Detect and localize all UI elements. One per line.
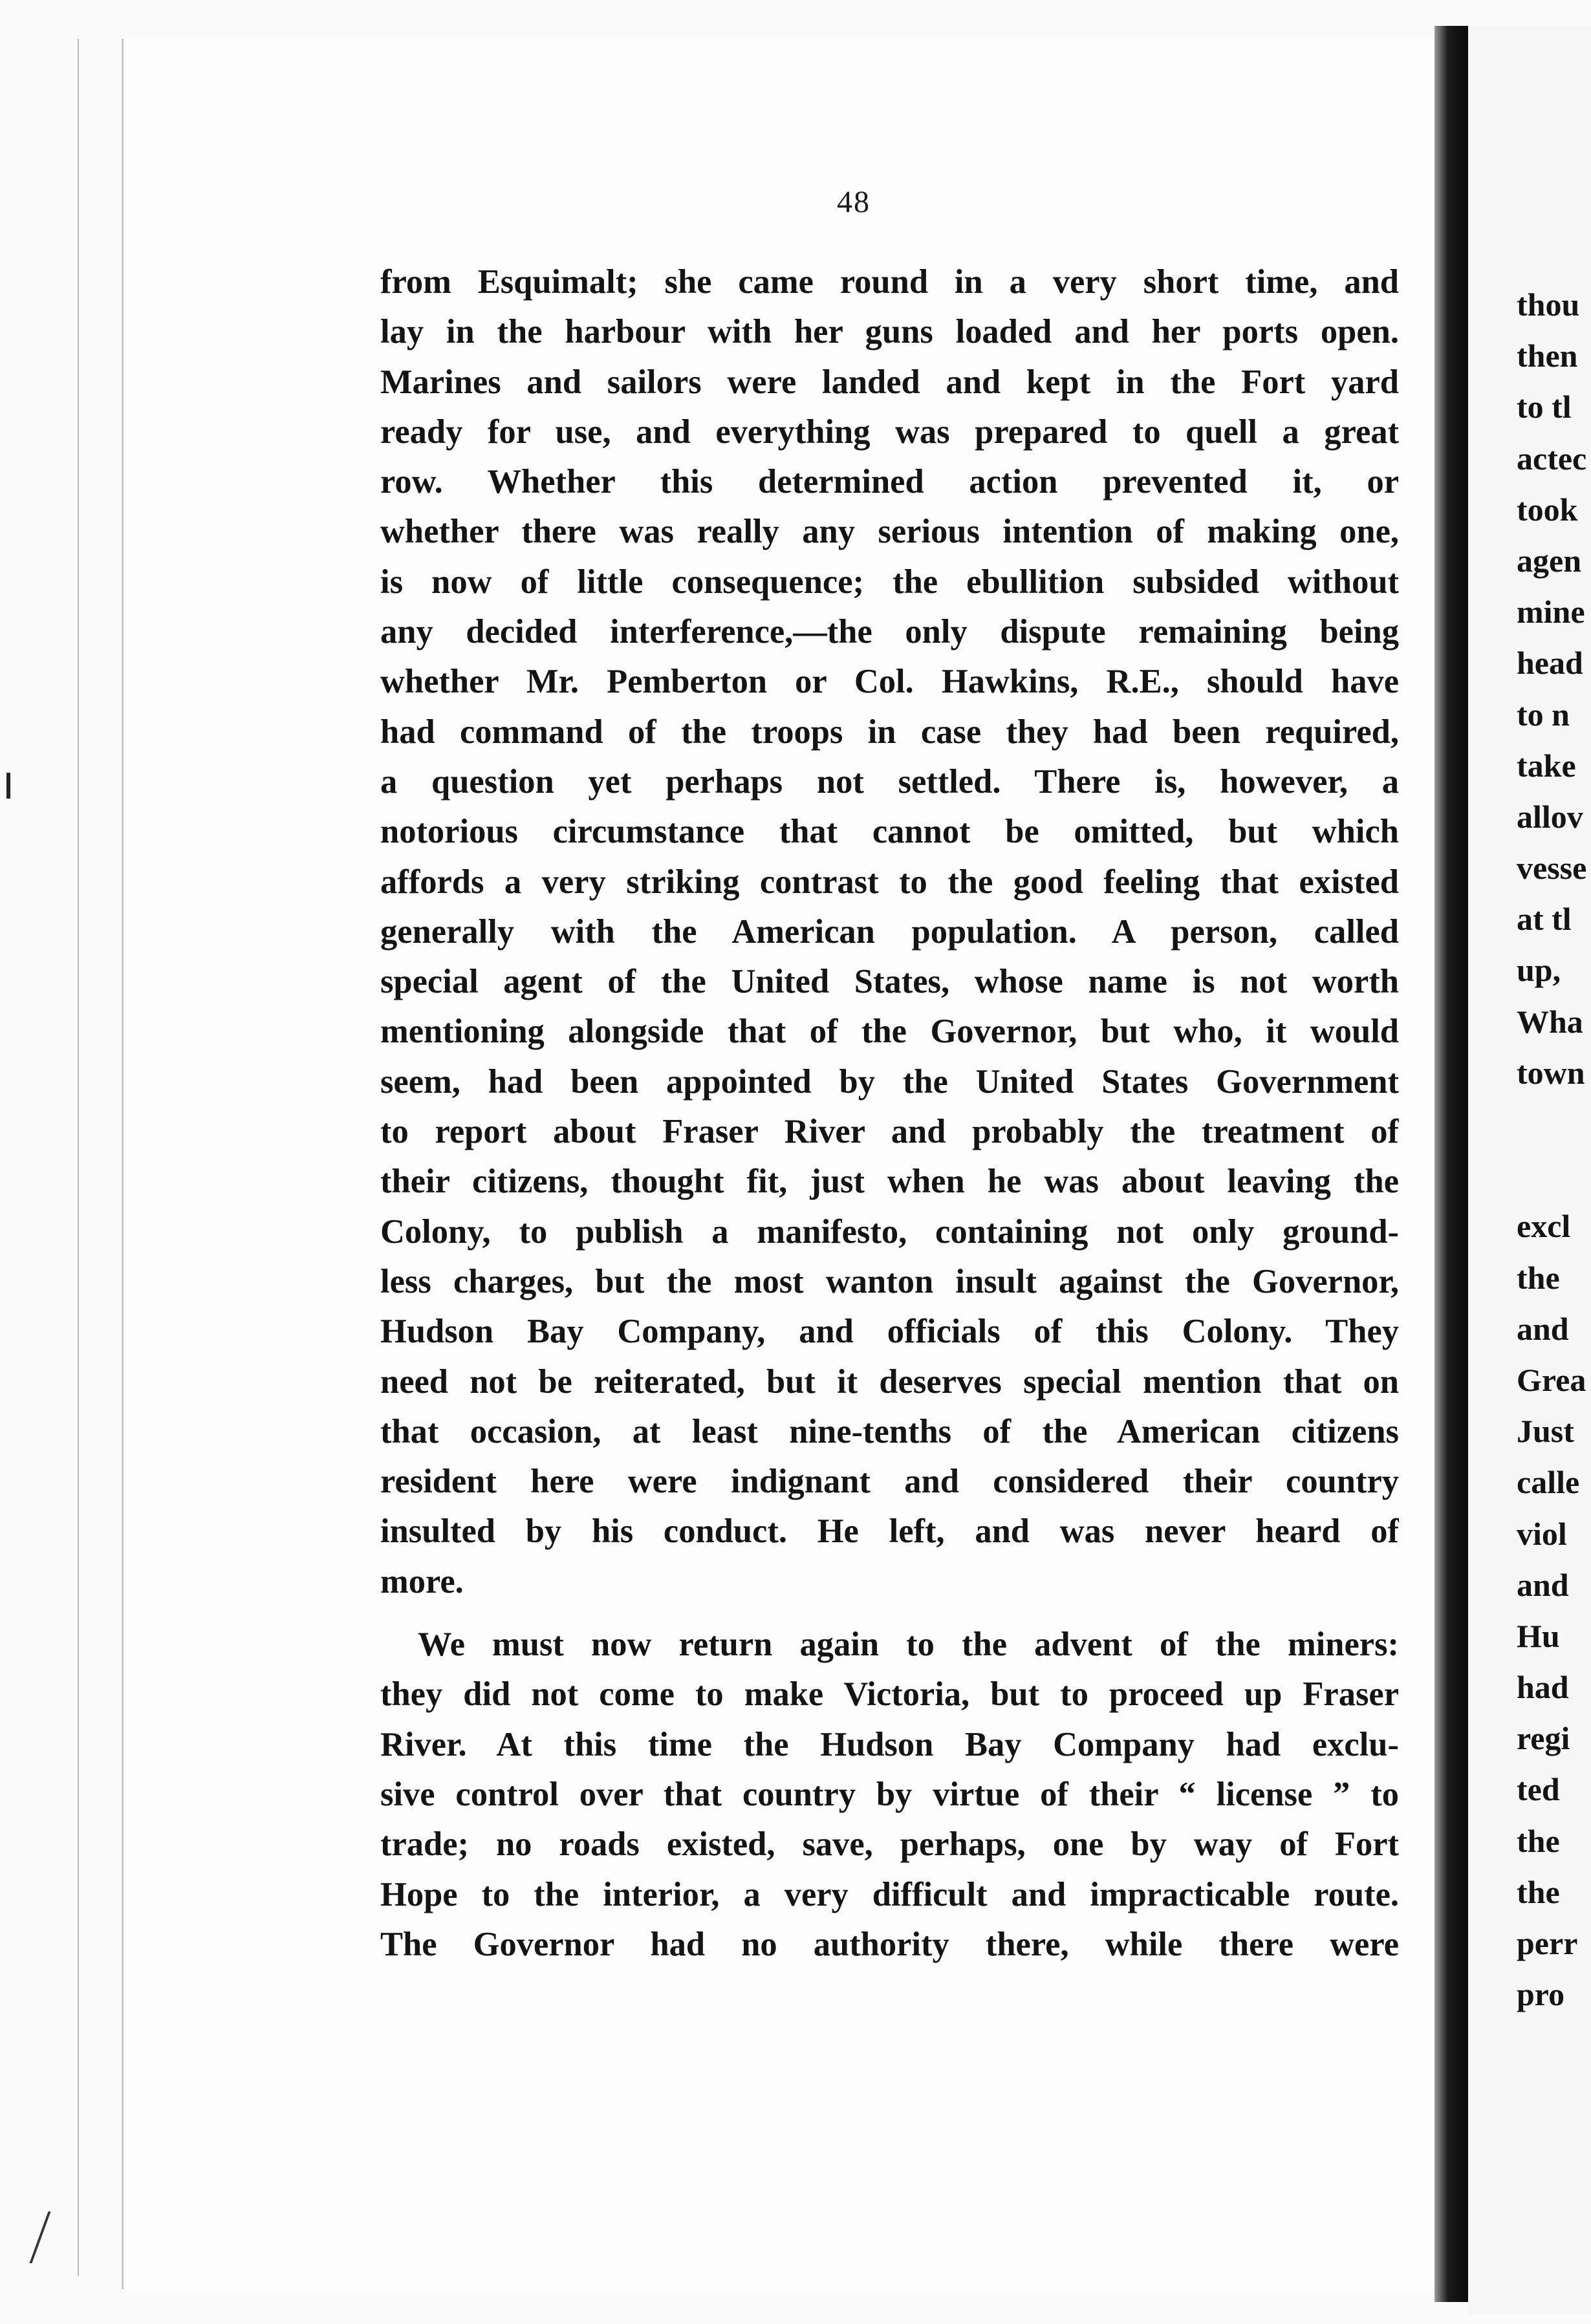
text-line: We must now return again to the advent of the miners:: [418, 1626, 1399, 1664]
facing-page-line-fragment: then: [1517, 338, 1578, 374]
text-line: mentioning alongside that of the Governor, but who, it would: [380, 1013, 1399, 1051]
text-line: River. At this time the Hudson Bay Company had exclu-: [380, 1725, 1399, 1763]
text-line: ready for use, and everything was prepared to quell a great: [380, 413, 1399, 451]
text-line: a question yet perhaps not settled. There is, however, a: [380, 762, 1399, 801]
facing-page-line-fragment: Just: [1517, 1413, 1574, 1450]
facing-page-line-fragment: ted: [1517, 1771, 1560, 1808]
facing-page-line-fragment: up,: [1517, 952, 1561, 989]
facing-page-line-fragment: to tl: [1517, 389, 1572, 425]
facing-page-line-fragment: head: [1517, 645, 1583, 682]
text-line: Hudson Bay Company, and officials of this Colony. They: [380, 1313, 1399, 1351]
facing-page-line-fragment: Grea: [1517, 1361, 1586, 1398]
text-line: Hope to the interior, a very difficult and impracticable route.: [380, 1875, 1399, 1913]
facing-page-line-fragment: Wha: [1517, 1003, 1583, 1040]
facing-page-text-fragments: [1517, 279, 1591, 2020]
text-line: The Governor had no authority there, while there were: [380, 1925, 1399, 1963]
facing-page-line-fragment: [1517, 1150, 1591, 1201]
text-line: whether Mr. Pemberton or Col. Hawkins, R.E., should have: [380, 663, 1399, 701]
facing-page-line-fragment: the: [1517, 1259, 1560, 1296]
facing-page-line-fragment: mine: [1517, 594, 1585, 630]
text-line: notorious circumstance that cannot be omitted, but which: [380, 813, 1399, 851]
text-line: whether there was really any serious intention of making one,: [380, 513, 1399, 551]
text-line: sive control over that country by virtue of their “ license ” to: [380, 1775, 1399, 1813]
facing-page-line-fragment: actec: [1517, 440, 1587, 477]
facing-page-line-fragment: excl: [1517, 1208, 1571, 1245]
text-line: their citizens, thought fit, just when he was about leaving the: [380, 1163, 1399, 1201]
facing-page-line-fragment: allov: [1517, 798, 1583, 835]
facing-page-line-fragment: and: [1517, 1566, 1569, 1603]
text-line: more.: [380, 1562, 464, 1600]
text-line: seem, had been appointed by the United States Government: [380, 1062, 1399, 1101]
facing-page-line-fragment: take: [1517, 747, 1576, 784]
facing-page-line-fragment: vesse: [1517, 850, 1587, 887]
paragraph-spacer: [380, 1607, 1399, 1620]
text-line: Colony, to publish a manifesto, containing not only ground-: [380, 1212, 1399, 1251]
text-line: row. Whether this determined action prevented it, or: [380, 463, 1399, 501]
facing-page-line-fragment: at tl: [1517, 901, 1572, 938]
facing-page-line-fragment: to n: [1517, 696, 1570, 733]
text-line: that occasion, at least nine-tenths of the American citizens: [380, 1412, 1399, 1450]
text-line: insulted by his conduct. He left, and was never heard of: [380, 1512, 1399, 1551]
page-edge-mark: [78, 39, 84, 2276]
page-number: 48: [837, 185, 871, 219]
text-line: special agent of the United States, whose name is not worth: [380, 963, 1399, 1001]
facing-page-line-fragment: had: [1517, 1669, 1569, 1706]
facing-page-line-fragment: pro: [1517, 1976, 1565, 2013]
facing-page-line-fragment: town: [1517, 1054, 1585, 1091]
text-line: from Esquimalt; she came round in a very short time, and: [380, 263, 1399, 301]
text-line: less charges, but the most wanton insult against the Governor,: [380, 1262, 1399, 1300]
facing-page-line-fragment: agen: [1517, 542, 1581, 579]
text-line: lay in the harbour with her guns loaded and her ports open.: [380, 313, 1399, 351]
text-line: they did not come to make Victoria, but to proceed up Fraser: [380, 1675, 1399, 1714]
text-line: need not be reiterated, but it deserves special mention that on: [380, 1362, 1399, 1401]
text-line: affords a very striking contrast to the good feeling that existed: [380, 863, 1399, 901]
facing-page-line-fragment: thou: [1517, 286, 1580, 323]
text-line: resident here were indignant and considered their country: [380, 1463, 1399, 1501]
facing-page-line-fragment: the: [1517, 1822, 1560, 1859]
facing-page-line-fragment: took: [1517, 491, 1578, 528]
scan-artifact-corner: [29, 2211, 76, 2263]
text-line: to report about Fraser River and probably the treatment of: [380, 1113, 1399, 1151]
page-body-text: [380, 257, 1399, 1970]
facing-page-line-fragment: perr: [1517, 1925, 1578, 1961]
text-line: is now of little consequence; the ebullition subsided without: [380, 563, 1399, 601]
text-line: generally with the American population. A person, called: [380, 912, 1399, 951]
facing-page-line-fragment: the: [1517, 1873, 1560, 1910]
facing-page-line-fragment: viol: [1517, 1515, 1567, 1552]
scan-artifact: [6, 773, 10, 799]
facing-page-line-fragment: [1517, 1099, 1591, 1150]
facing-page-line-fragment: Hu: [1517, 1617, 1560, 1654]
text-line: had command of the troops in case they had been required,: [380, 713, 1399, 751]
facing-page-line-fragment: regi: [1517, 1720, 1570, 1757]
book-gutter: [1434, 26, 1468, 2302]
text-line: any decided interference,—the only dispute remaining being: [380, 613, 1399, 651]
text-line: trade; no roads existed, save, perhaps, one by way of Fort: [380, 1825, 1399, 1864]
facing-page-line-fragment: calle: [1517, 1464, 1580, 1501]
facing-page-line-fragment: and: [1517, 1310, 1569, 1347]
text-line: Marines and sailors were landed and kept in the Fort yard: [380, 363, 1399, 401]
